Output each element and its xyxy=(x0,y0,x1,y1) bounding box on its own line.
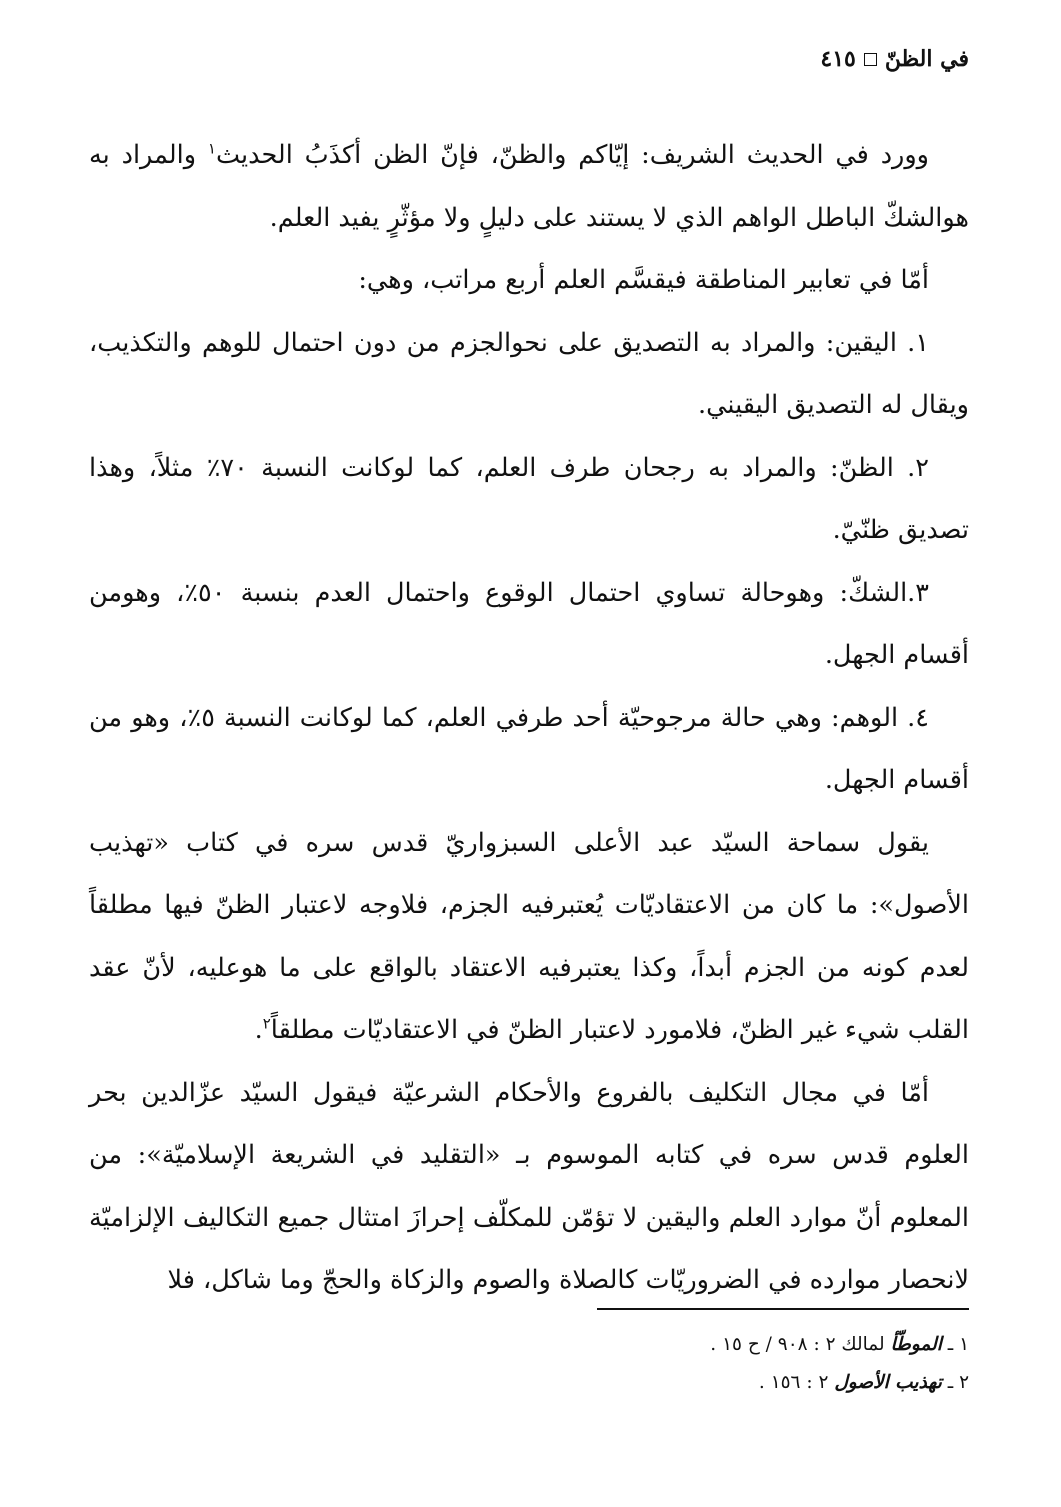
page-number: ٤١٥ xyxy=(820,46,856,72)
paragraph xyxy=(89,812,969,1062)
footnote-2 xyxy=(89,1364,969,1402)
list-item: ٤. الوهم: وهي حالة مرجوحيّة أحد طرفي العلم، كما لوكانت النسبة ٥٪، وهو من أقسام الجهل. xyxy=(89,702,969,795)
footnote-title: تهذيب الأصول xyxy=(834,1372,942,1393)
paragraph xyxy=(89,124,969,249)
header-title: في الظنّ xyxy=(884,46,969,72)
footnote-text: لمالك ٢ : ٩٠٨ / ح ١٥ . xyxy=(710,1334,891,1355)
main-text xyxy=(89,124,969,1312)
paragraph-text: وورد في الحديث الشريف: إيّاكم والظنّ، فإنّ الظن أكذَبُ الحديث xyxy=(215,140,929,170)
footnote-ref: ٢ xyxy=(262,1014,271,1033)
footnote-ref: ١ xyxy=(207,139,216,158)
footnote-divider xyxy=(597,1308,969,1310)
paragraph-text: . xyxy=(254,1015,263,1045)
footnote-title: الموطّأ xyxy=(890,1334,942,1355)
paragraph-text: يقول سماحة السيّد عبد الأعلى السبزواريّ قدس سره في كتاب «تهذيب الأصول»: ما كان من الاعتقاديّات يُعتبرفيه الجزم، فلاوجه لاعتبار الظنّ فيها مطلقاً لعدم كونه من الجزم أبداً، وكذا يعتبرفيه الاعتقاد بالواقع على ما هوعليه، لأنّ عقد القلب شيء غير الظنّ، فلامورد لاعتبار الظنّ في الاعتقاديّات مطلقاً xyxy=(89,827,969,1045)
footnote-1 xyxy=(89,1326,969,1364)
list-item: ٢. الظنّ: والمراد به رجحان طرف العلم، كما لوكانت النسبة ٧٠٪ مثلاً، وهذا تصديق ظنّيّ. xyxy=(89,452,969,545)
footnote-number: ١ ـ xyxy=(941,1334,969,1355)
footnote-number: ٢ ـ xyxy=(941,1372,969,1393)
paragraph: أمّا في مجال التكليف بالفروع والأحكام الشرعيّة فيقول السيّد عزّالدين بحر العلوم قدس سره في كتابه الموسوم بـ «التقليد في الشريعة الإسلاميّة»: من المعلوم أنّ موارد العلم واليقين لا تؤمّن للمكلّف إحرازَ امتثال جميع التكاليف الإلزاميّة لانحصار موارده في الضروريّات كالصلاة والصوم والزكاة والحجّ وما شاكل، فلا xyxy=(89,1077,969,1295)
list-item: ٣.الشكّ: وهوحالة تساوي احتمال الوقوع واحتمال العدم بنسبة ٥٠٪، وهومن أقسام الجهل. xyxy=(89,577,969,670)
footnote-text: ٢ : ١٥٦ . xyxy=(758,1372,835,1393)
footnotes xyxy=(89,1326,969,1402)
running-header xyxy=(820,46,969,72)
paragraph-text: والمراد به هوالشكّ الباطل الواهم الذي لا يستند على دليلٍ ولا مؤثّرٍ يفيد العلم. xyxy=(89,140,969,233)
list-item: ١. اليقين: والمراد به التصديق على نحوالجزم من دون احتمال للوهم والتكذيب، ويقال له التصديق اليقيني. xyxy=(89,327,969,420)
paragraph: أمّا في تعابير المناطقة فيقسَّم العلم أربع مراتب، وهي: xyxy=(358,265,929,295)
square-ornament-icon xyxy=(864,53,877,66)
